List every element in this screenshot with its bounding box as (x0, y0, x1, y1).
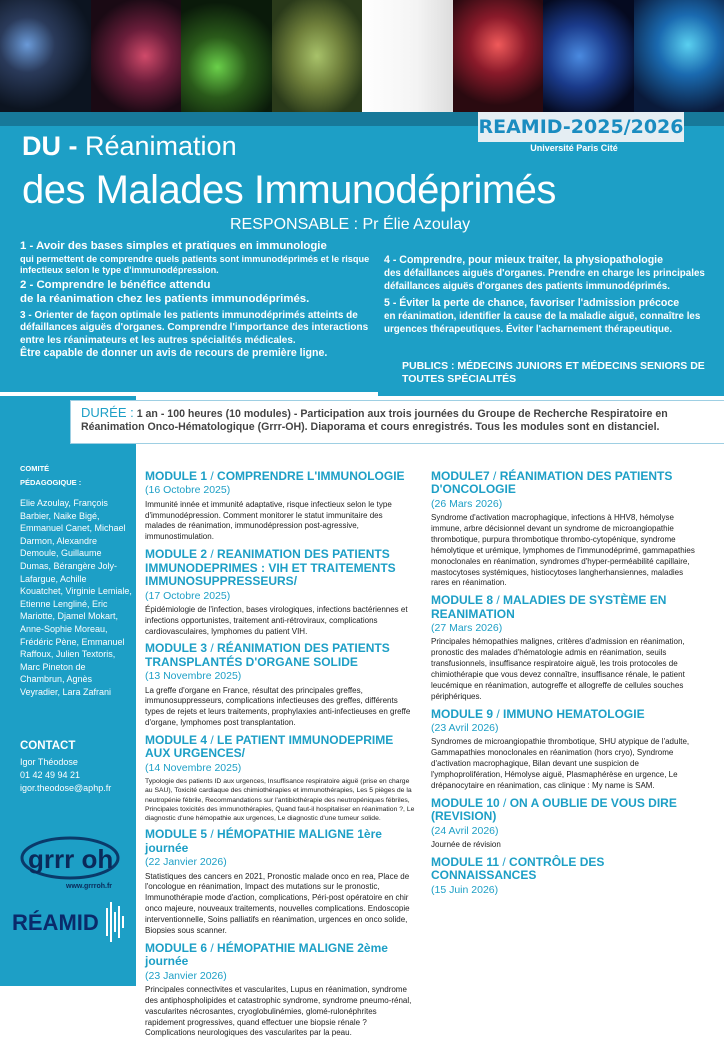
module-date-line (145, 669, 415, 683)
objective-3-body: Être capable de donner un avis de recours de première ligne. (20, 347, 370, 360)
module-separator: / (500, 796, 510, 810)
module-number: MODULE7 (431, 469, 490, 483)
module-title (431, 856, 701, 883)
module-date: (26 Mars 2026) (431, 498, 502, 510)
module-name: REANIMATION DES PATIENTS IMMUNODEPRIMES : VIH ET TRAITEMENTS IMMUNOSUPPRESSEURS/ (145, 547, 396, 588)
module-title (145, 942, 415, 969)
module-date: (23 Janvier 2026) (145, 970, 227, 982)
module-card (145, 548, 415, 637)
module-date-line (431, 621, 701, 635)
contact-email[interactable]: igor.theodose@aphp.fr (20, 782, 111, 795)
module-title (431, 708, 701, 721)
module-date: (24 Avril 2026) (431, 825, 499, 837)
publics-banner: PUBLICS : MÉDECINS JUNIORS ET MÉDECINS SENIORS DE TOUTES SPÉCIALITÉS (378, 352, 724, 396)
comite-heading-line1: COMITÉ (20, 462, 81, 476)
module-number: MODULE 10 (431, 796, 500, 810)
duree-label: DURÉE : (81, 405, 134, 420)
module-date-line (145, 589, 415, 603)
module-description: Syndromes de microangiopathie thrombotique, SHU atypique de l'adulte, Gammapathies monoclonales en réanimation (hors cryo), Syndrome d'activation macrophagique, Bilan devant une suspicion de l'ymphoprolifération, Hémolyse aiguë, Plasmaphérèse en urgence, Le drépanocytaire en réanimation, cas clinique : My name is SAM. (431, 737, 701, 791)
module-date-line (145, 969, 415, 983)
module-separator: / (207, 733, 217, 747)
module-number: MODULE 5 (145, 827, 207, 841)
du-title: Réanimation (85, 131, 237, 161)
module-number: MODULE 6 (145, 941, 207, 955)
module-card (145, 942, 415, 1040)
module-name: HÉMOPATHIE MALIGNE 1ère journée (145, 827, 382, 854)
grrroh-logo[interactable] (14, 832, 126, 892)
module-date: (13 Novembre 2025) (145, 670, 241, 682)
module-description: Syndrome d'activation macrophagique, infections à HHV8, hémolyse immune, arbre décisionnel devant un syndrome de microangiopathie thrombotique, purpura thrombotique thrombo-cytopénique, syndrome hémolytique et urémique, lymphomes de l'immunodéprimé, gammapathies monoclonales en réanimation, syndromes d'hyper-perméabilité capillaire, mastocytoses systémiques, histiocytoses langherhansiennes, maladies rares en réanimation. (431, 513, 701, 589)
university-name: Université Paris Cité (484, 143, 664, 153)
module-description: Typologie des patients ID aux urgences, Insuffisance respiratoire aiguë (prise en charge au SAU), Toxicité cardiaque des chimiothérapies et immunothérapies, Les 5 pièges de la neutropénie fébrile, Recommandations sur l'antibiothérapie des neutropéniques fébriles, Principales toxicités des immunothérapies, Quand faut-il hospitaliser en réanimation ?, Le diagnostic d'une hémopathie aux urgences, Le diagnostic d'une tumeur solide. (145, 777, 415, 823)
module-card (431, 797, 701, 851)
module-date: (17 Octobre 2025) (145, 590, 230, 602)
logo2-text: RÉAMID (12, 910, 99, 935)
module-date-line (431, 824, 701, 838)
module-title (145, 470, 415, 483)
module-name: IMMUNO HEMATOLOGIE (503, 707, 645, 721)
module-card (431, 708, 701, 792)
contact-info (20, 756, 111, 795)
module-title (145, 642, 415, 669)
module-title (431, 797, 701, 824)
module-separator: / (493, 593, 503, 607)
objective-3-heading: 3 - Orienter de façon optimale les patients immunodéprimés atteints de défaillances aiguës d'organes. Comprendre l'importance des interactions entre les réanimateurs et les autres spécialités médicales. (20, 310, 370, 347)
duree-box (70, 400, 724, 444)
program-code-badge: REAMID-2025/2026 (478, 112, 684, 142)
module-description: Journée de révision (431, 840, 701, 851)
module-description: Immunité innée et immunité adaptative, risque infectieux selon le type d'immunodépression. Comment monitorer le statut immunitaire des malades de réanimation, immunodépression post-agressive, immunostimulation. (145, 500, 415, 544)
module-date-line (145, 855, 415, 869)
logo1-text: grrr oh (28, 844, 113, 874)
contact-heading: CONTACT (20, 740, 75, 752)
module-date: (22 Janvier 2026) (145, 856, 227, 868)
objective-2-heading: 2 - Comprendre le bénéfice attendu (20, 279, 370, 293)
modules-right-column (431, 470, 701, 902)
module-separator: / (499, 855, 509, 869)
module-separator: / (207, 641, 217, 655)
objective-1 (20, 240, 370, 276)
module-description: Statistiques des cancers en 2021, Pronostic malade onco en rea, Place de l'oncologue en réanimation, Impact des mutations sur le pronostic, Immunothérapie mode d'action, complications, Péri-post opératoire en chir onco majeure, nouveaux traitements, nouvelles complications. Endoscopie interventionnelle, Soins palliatifs en réanimation, urgences en onco solide, Biopsies sous scanner. (145, 872, 415, 937)
contact-phone: 01 42 49 94 21 (20, 769, 111, 782)
module-number: MODULE 1 (145, 469, 207, 483)
module-description: Principales hémopathies malignes, critères d'admission en réanimation, pronostic des malades d'hématologie admis en réanimation, seuils transfusionnels, insuffisance respiratoire aiguë, les trois protocoles de chimiothérapie que vous devez connaître, insuffisance rénale, le patient leucémique en réanimation, autogreffe et allogreffe de cellules souches périphériques. (431, 637, 701, 702)
objective-3 (20, 310, 370, 359)
module-description: Épidémiologie de l'infection, bases virologiques, infections bactériennes et infections opportunistes, traitement anti-rétroviraux, complications cardiovasculaires, lymphomes du patient VIH. (145, 605, 415, 638)
module-name: MALADIES DE SYSTÈME EN REANIMATION (431, 593, 666, 620)
banner-image (453, 0, 544, 112)
module-number: MODULE 9 (431, 707, 493, 721)
comite-heading-line2: PÉDAGOGIQUE : (20, 476, 81, 490)
responsable: RESPONSABLE : Pr Élie Azoulay (230, 216, 470, 234)
duree-text: 1 an - 100 heures (10 modules) - Participation aux trois journées du Groupe de Recherche Respiratoire en Réanimation Onco-Hématologique (Grrr-OH). Diaporama et cours enregistrés. Tous les modules sont en distanciel. (81, 408, 668, 433)
module-number: MODULE 11 (431, 855, 499, 869)
banner-image (0, 0, 91, 112)
objectives-right (384, 254, 706, 337)
module-title (431, 470, 701, 497)
module-separator: / (207, 827, 217, 841)
objective-4-body: des défaillances aiguës d'organes. Prendre en charge les principales défaillances aiguës d'organes des patients immunodéprimés. (384, 268, 706, 294)
module-name: RÉANIMATION DES PATIENTS TRANSPLANTÉS D'ORGANE SOLIDE (145, 641, 390, 668)
banner-image (272, 0, 363, 112)
module-separator: / (490, 469, 500, 483)
banner-image (543, 0, 634, 112)
module-number: MODULE 4 (145, 733, 207, 747)
reamid-logo[interactable] (8, 898, 130, 948)
module-card (431, 594, 701, 702)
modules-left-column (145, 470, 415, 1044)
module-title (145, 548, 415, 588)
module-name: ON A OUBLIE DE VOUS DIRE (REVISION) (431, 796, 677, 823)
module-date-line (431, 497, 701, 511)
module-name: HÉMOPATHIE MALIGNE 2ème journée (145, 941, 388, 968)
module-date: (23 Avril 2026) (431, 722, 499, 734)
module-description: Principales connectivites et vascularites, Lupus en réanimation, syndrome des antiphospholipides et catastrophic syndrome, syndrome pneumo-rénal, vascularites nécrosantes, cryoglobulinémies, glomé-rulonéphrites rapidement progressives, quand effectuer une biopsie rénale ? Complications neurologiques des vascularites par la peau. (145, 985, 415, 1039)
contact-name: Igor Théodose (20, 756, 111, 769)
objective-2 (20, 279, 370, 307)
module-card (145, 734, 415, 823)
module-date-line (431, 883, 701, 897)
comite-members: Elie Azoulay, François Barbier, Naike Bigé, Emmanuel Canet, Michael Darmon, Alexandre Demoule, Guillaume Dumas, Bérangère Joly-Lafargue, Achille Kouatchet, Virginie Lemiale, Etienne Lengliné, Eric Mariotte, Djamel Mokart, Anne-Sophie Moreau, Frédéric Pène, Emmanuel Raffoux, Julien Textoris, Marc Pineton de Chambrun, Agnès Veyradier, Lara Zafrani (20, 497, 132, 699)
module-card (431, 856, 701, 897)
banner-image (634, 0, 724, 112)
module-date: (16 Octobre 2025) (145, 484, 230, 496)
module-date: (14 Novembre 2025) (145, 762, 241, 774)
comite-heading (20, 462, 81, 491)
logo1-url: www.grrroh.fr (65, 883, 112, 890)
module-card (145, 642, 415, 729)
main-title: des Malades Immunodéprimés (22, 168, 556, 213)
module-title (145, 828, 415, 855)
objective-4-heading: 4 - Comprendre, pour mieux traiter, la physiopathologie (384, 254, 706, 268)
module-date-line (431, 721, 701, 735)
module-separator: / (493, 707, 503, 721)
module-name: LE PATIENT IMMUNODEPRIME AUX URGENCES/ (145, 733, 393, 760)
module-date: (27 Mars 2026) (431, 622, 502, 634)
header-banner-images (0, 0, 724, 112)
module-card (431, 470, 701, 589)
module-title (145, 734, 415, 761)
objective-2-body: de la réanimation chez les patients immunodéprimés. (20, 293, 370, 307)
objective-1-body: qui permettent de comprendre quels patients sont immunodéprimés et le risque infectieux selon le type d'immunodépression. (20, 254, 370, 276)
module-date: (15 Juin 2026) (431, 884, 498, 896)
module-card (145, 470, 415, 543)
objective-1-heading: 1 - Avoir des bases simples et pratiques en immunologie (20, 240, 370, 254)
module-date-line (145, 761, 415, 775)
module-card (145, 828, 415, 936)
objective-5-body: en réanimation, identifier la cause de la maladie aiguë, connaître les urgences thérapeutiques. Éviter l'acharnement thérapeutique. (384, 311, 706, 337)
module-separator: / (207, 547, 217, 561)
objective-5 (384, 297, 706, 337)
module-separator: / (207, 941, 217, 955)
module-name: COMPRENDRE L'IMMUNOLOGIE (217, 469, 405, 483)
module-description: La greffe d'organe en France, résultat des principales greffes, immunosuppresseurs, complications infectieuses des greffes, différents types de rejets et leurs traitements, prophylaxies anti-infectieuses en greffe d'organe, lymphomes post transplantation. (145, 686, 415, 730)
banner-image (181, 0, 272, 112)
du-prefix: DU (22, 131, 61, 161)
module-separator: / (207, 469, 217, 483)
module-date-line (145, 483, 415, 497)
objectives-left (20, 240, 370, 360)
module-number: MODULE 2 (145, 547, 207, 561)
banner-image (91, 0, 182, 112)
objective-5-heading: 5 - Éviter la perte de chance, favoriser l'admission précoce (384, 297, 706, 311)
objective-4 (384, 254, 706, 294)
module-number: MODULE 3 (145, 641, 207, 655)
du-heading (22, 131, 237, 162)
du-separator: - (61, 131, 85, 161)
module-name: CONTRÔLE DES CONNAISSANCES (431, 855, 604, 882)
module-title (431, 594, 701, 621)
module-name: RÉANIMATION DES PATIENTS D'ONCOLOGIE (431, 469, 672, 496)
module-number: MODULE 8 (431, 593, 493, 607)
banner-image (362, 0, 453, 112)
